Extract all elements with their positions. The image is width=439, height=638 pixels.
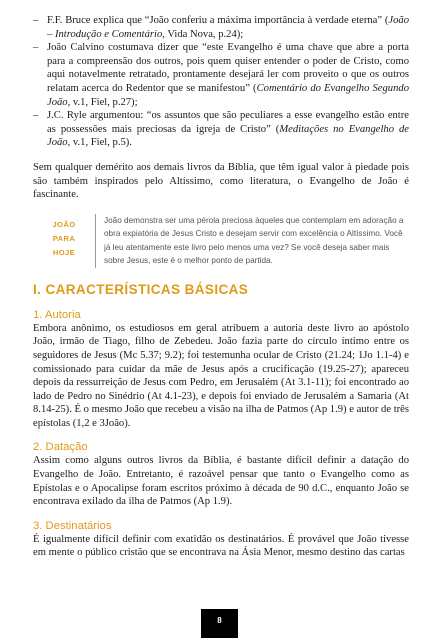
quote-item <box>33 109 409 150</box>
section-heading <box>33 282 409 297</box>
page-number: 8 <box>201 609 238 638</box>
subsection-text: Assim como alguns outros livros da Bíblia, é bastante difícil definir a datação do Evangelho de João. Entretanto, é razoável pensar que tanto o Evangelho como as Epístolas e o Apocalipse foram escritos próximo à década de 90 d.C., enquanto João se encontrava exilado da ilha de Patmos (Ap 1.9). <box>33 455 409 508</box>
quote-dash: – <box>33 42 39 54</box>
callout-label <box>33 214 95 268</box>
quote-item <box>33 14 409 41</box>
subsection-text: É igualmente difícil definir com exatidão os destinatários. É provável que João tivesse em mente o público cristão que se encontrava na Ásia Menor, mesmo destino das cartas <box>33 533 409 559</box>
quote-dash: – <box>33 15 39 26</box>
page-content <box>33 14 409 560</box>
quote-dash: – <box>33 110 39 122</box>
callout-text: João demonstra ser uma pérola preciosa àqueles que contemplam em adoração a obra expiatória de Jesus Cristo e desejam servir com excelência o Altíssimo. Você já leu atentamente este livro pelo menos uma vez? Se você deseja saber mais sobre Jesus, este é o melhor ponto de partida. <box>95 214 409 268</box>
quote-source: João – Introdução e Comentário <box>47 15 409 40</box>
callout-label-line: PARA <box>52 233 76 243</box>
quote-text: J.C. Ryle argumentou: “os assuntos que são peculiares a esse evangelho estão entre as possessões mais preciosas da igreja de Cristo” ( <box>47 110 409 135</box>
callout-label-line: JOÃO <box>52 219 76 229</box>
quote-text: João Calvino costumava dizer que “este Evangelho é uma chave que abre a porta para a compreensão dos outros, pois quem quiser entender o poder de Cristo, como aqui notavelmente retratado, prontamente desejará ler com proveito o que os outros relatam acerca do Redentor que se manifestou” ( <box>47 42 409 94</box>
subsection-heading: 1. Autoria <box>33 308 81 321</box>
section-number: I. <box>33 281 42 297</box>
quote-tail: , v.1, Fiel, p.27); <box>67 96 138 108</box>
section-title: CARACTERÍSTICAS BÁSICAS <box>45 281 249 297</box>
subsection-heading: 2. Datação <box>33 441 88 454</box>
intro-paragraph: Sem qualquer demérito aos demais livros da Bíblia, que têm igual valor à piedade pois são também inspirados pelo Altíssimo, como literatura, o Evangelho de João é fascinante. <box>33 161 409 201</box>
subsection-heading: 3. Destinatários <box>33 519 112 532</box>
quote-tail: , Vida Nova, p.24); <box>162 28 244 40</box>
quote-tail: , v.1, Fiel, p.5). <box>67 137 132 149</box>
callout-box <box>33 214 409 268</box>
quote-item <box>33 41 409 109</box>
quote-source: Comentário do Evangelho Segundo João <box>47 82 409 108</box>
callout-label-line: HOJE <box>52 247 76 257</box>
subsection-text: Embora anônimo, os estudiosos em geral atribuem a autoria deste livro ao apóstolo João, irmão de Tiago, filho de Zebedeu. João fazia parte do círculo íntimo entre os seguidores de Jesus (Mc 5.37; 9.2); foi testemunha ocular de Cristo (21.24; 1Jo 1.1-4) e comissionado para cuidar da mãe de Jesus após a crucificação (19.25-27); apareceu depois da ressurreição de Jesus com Pedro, em Jerusalém (At 3.1-11); foi encontrado ao lado de Pedro no Sinédrio (At 4.1-23), e depois foi enviado de Jerusalém a Samaria (At 8.14-25). É o mesmo João que recebeu a visão na ilha de Patmos (Ap 1.9) e autor de três epístolas (1,2 e 3João). <box>33 322 409 429</box>
quote-text: F.F. Bruce explica que “João conferiu a máxima importância à verdade eterna” ( <box>47 15 389 26</box>
quote-source: Meditações no Evangelho de João <box>47 123 410 149</box>
quote-list <box>33 14 409 150</box>
